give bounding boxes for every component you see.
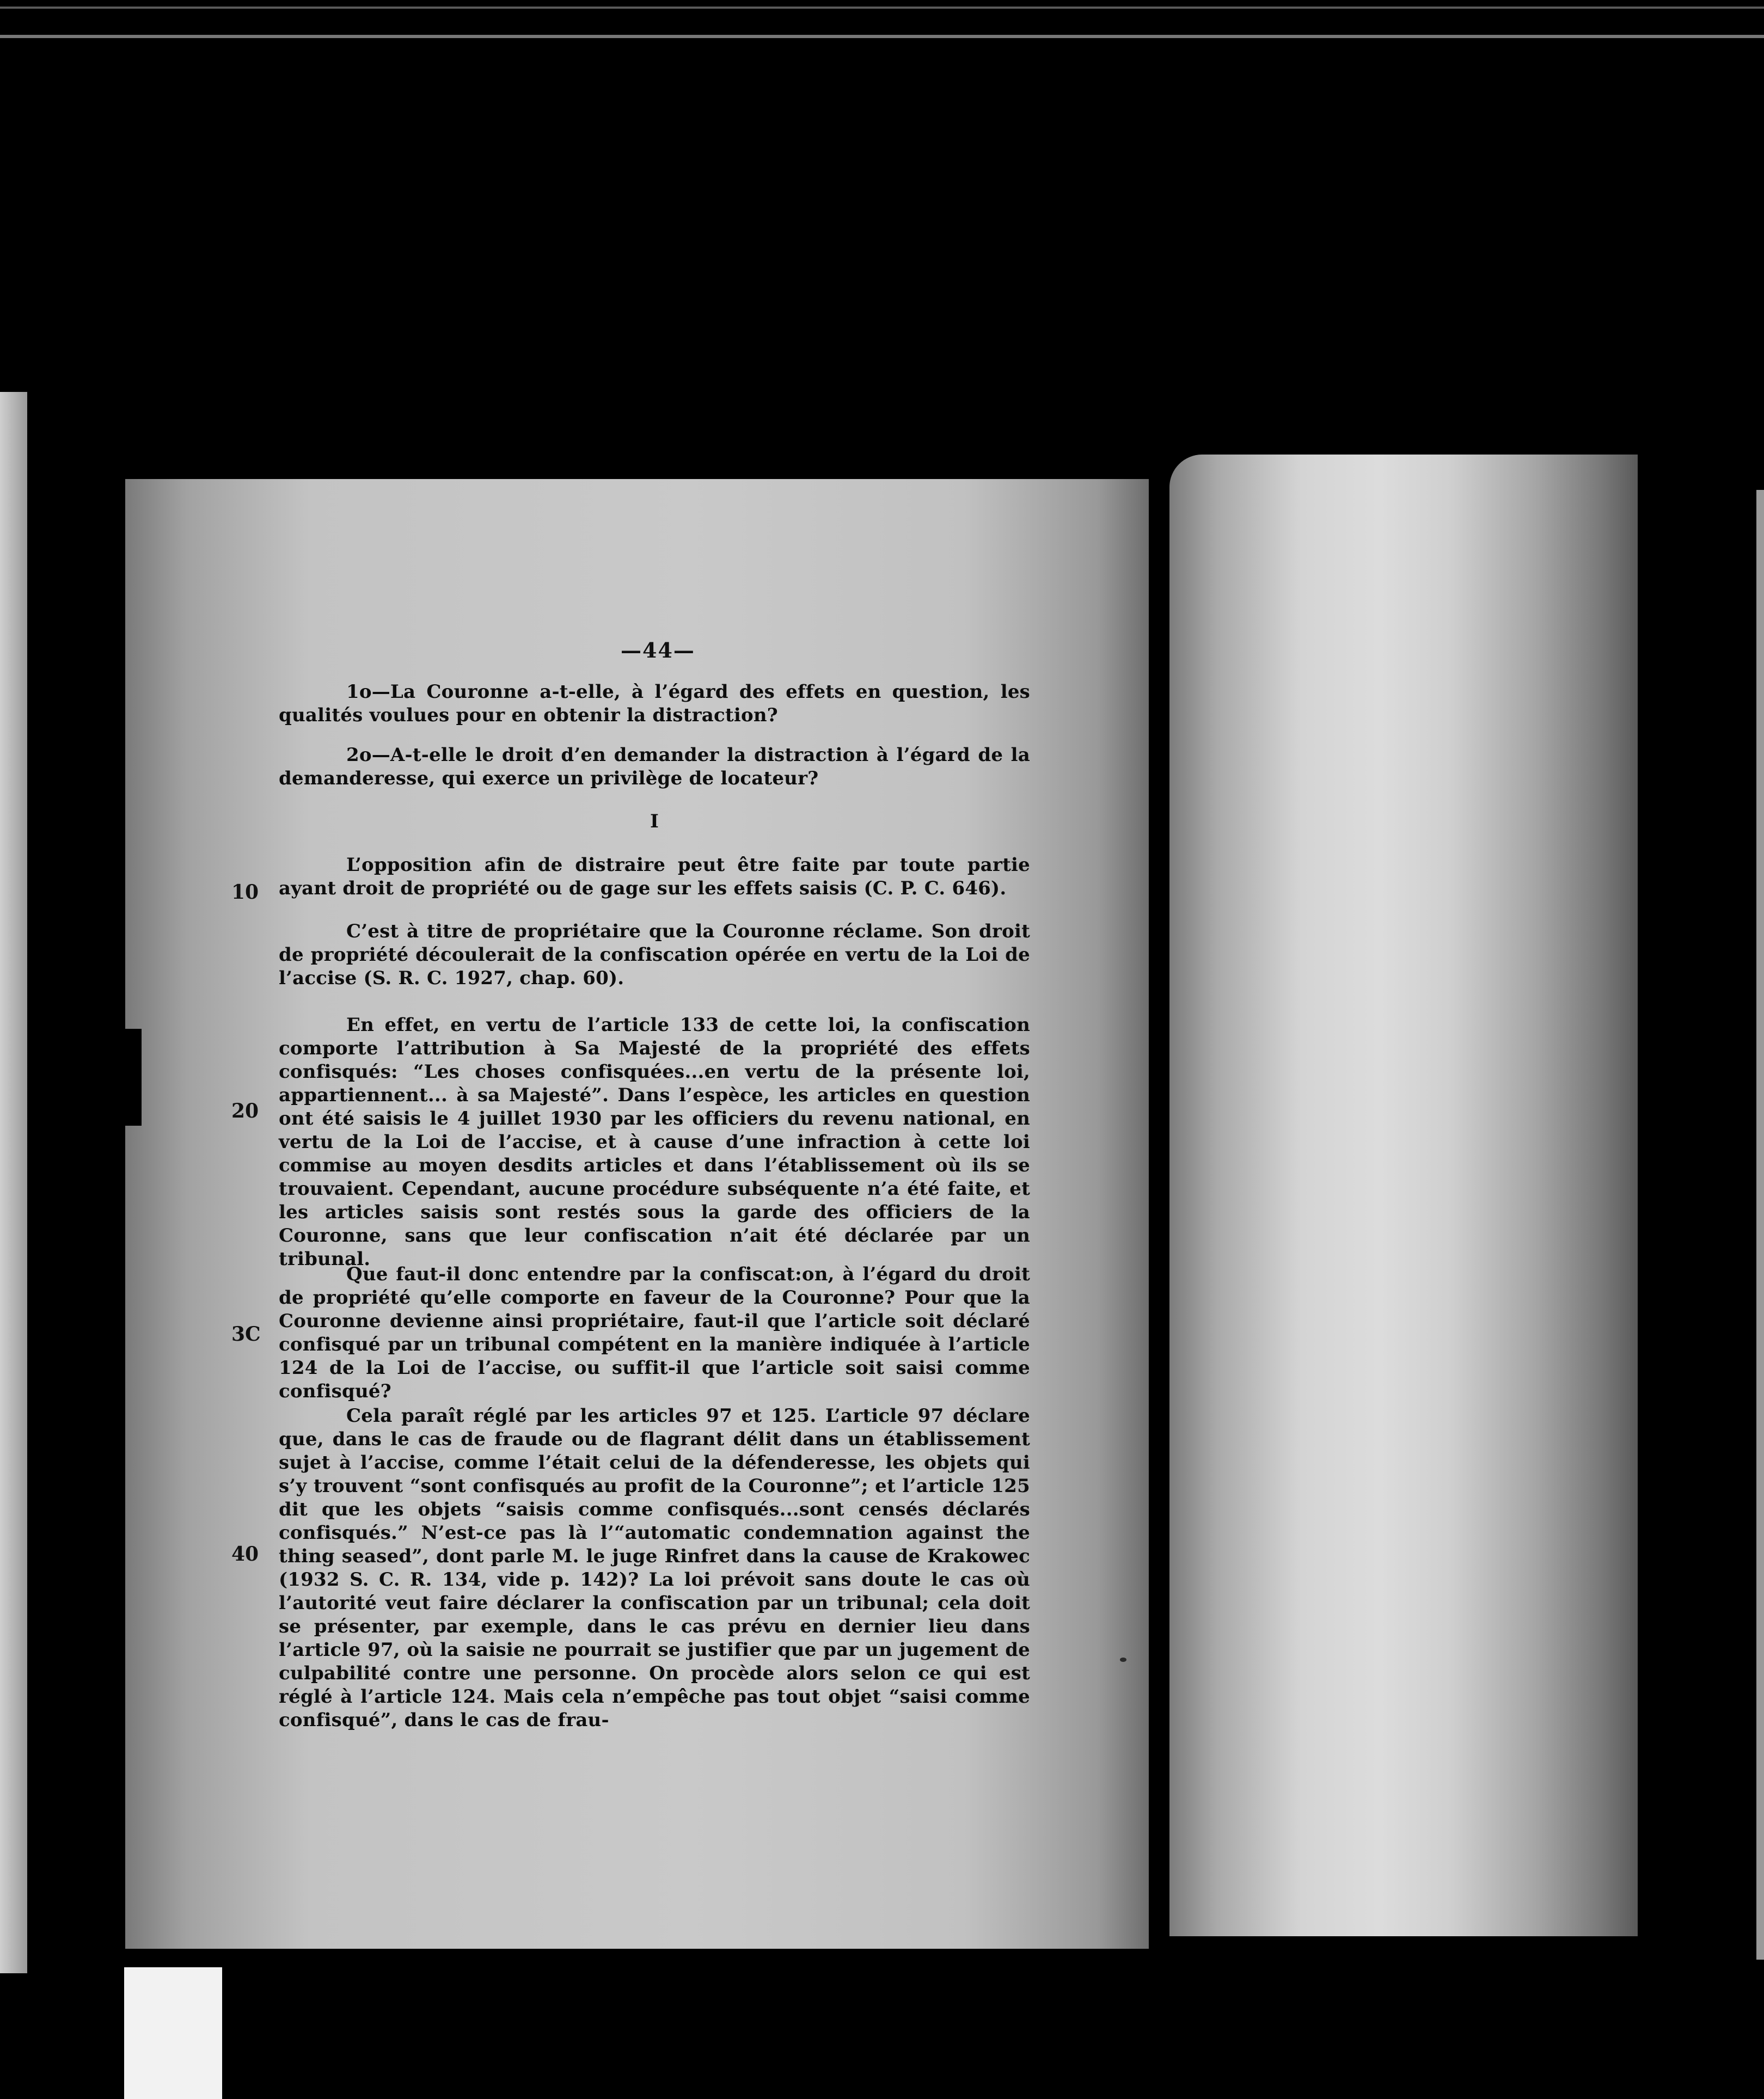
paragraph-confiscation: Que faut-il donc entendre par la confiscat:on, à l’égard du droit de propriété qu’elle comporte en faveur de la Couronne? Pour que la Couronne devienne ainsi propriétaire, faut-il que l’article soit déclaré confisqué par un tribunal compétent en la manière indiquée à l’article 124 de la Loi de l’accise, ou suffit-il que l’article soit saisi comme confisqué?	[279, 1263, 1030, 1402]
adjacent-page-edge-left	[0, 392, 27, 1973]
adjacent-page-edge-right	[1756, 490, 1764, 1960]
paragraph-question-1: 1o—La Couronne a-t-elle, à l’égard des effets en question, les qualités voulues pour en obtenir la distraction?	[279, 681, 1030, 726]
facing-page-curl	[1169, 455, 1638, 1936]
scan-bottom-tab	[124, 1967, 222, 2099]
section-heading: I	[650, 811, 659, 832]
line-number-10: 10	[231, 881, 259, 904]
paragraph-proprietaire: C’est à titre de propriétaire que la Couronne réclame. Son droit de propriété découlerait de la confiscation opérée en vertu de la Loi de l’accise (S. R. C. 1927, chap. 60).	[279, 920, 1030, 989]
scan-top-border	[0, 0, 1764, 48]
line-number-30: 3C	[231, 1323, 261, 1346]
ink-smudge	[1120, 1658, 1126, 1662]
paragraph-article-133: En effet, en vertu de l’article 133 de cette loi, la confiscation comporte l’attribution à Sa Majesté de la propriété des effets confisqués: “Les choses confisquées...en vertu de la présente loi, appartiennent... à sa Majesté”. Dans l’espèce, les articles en question ont été saisis le 4 juillet 1930 par les officiers du revenu national, en vertu de la Loi de l’accise, et à cause d’une infraction à cette loi commise au moyen desdits articles et dans l’établissement où ils se trouvaient. Cependant, aucune procédure subséquente n’a été faite, et les articles saisis sont restés sous la garde des officiers de la Couronne, sans que leur confiscation n’ait été déclarée par un tribunal.	[279, 1014, 1030, 1270]
line-number-20: 20	[231, 1100, 259, 1122]
paragraph-articles-97-125: Cela paraît réglé par les articles 97 et 125. L’article 97 déclare que, dans le cas de fraude ou de flagrant délit dans un établissement sujet à l’accise, comme l’était celui de la défenderesse, les objets qui s’y trouvent “sont confisqués au profit de la Couronne”; et l’article 125 dit que les objets “saisis comme confisqués...sont censés déclarés confisqués.” N’est-ce pas là l’“automatic condemnation against the thing seased”, dont parle M. le juge Rinfret dans la cause de Krakowec (1932 S. C. R. 134, vide p. 142)? La loi prévoit sans doute le cas où l’autorité veut faire déclarer la confiscation par un tribunal; cela doit se présenter, par exemple, dans le cas prévu en dernier lieu dans l’article 97, où la saisie ne pourrait se justifier que par un jugement de culpabilité contre une personne. On procède alors selon ce qui est réglé à l’article 124. Mais cela n’empêche pas tout objet “saisi comme confisqué”, dans le cas de frau-	[279, 1405, 1030, 1731]
paragraph-opposition: L’opposition afin de distraire peut être faite par toute partie ayant droit de propriété ou de gage sur les effets saisis (C. P. C. 646).	[279, 854, 1030, 899]
page-number: —44—	[621, 638, 695, 662]
line-number-40: 40	[231, 1543, 259, 1566]
paragraph-question-2: 2o—A-t-elle le droit d’en demander la distraction à l’égard de la demanderesse, qui exerce un privilège de locateur?	[279, 744, 1030, 789]
